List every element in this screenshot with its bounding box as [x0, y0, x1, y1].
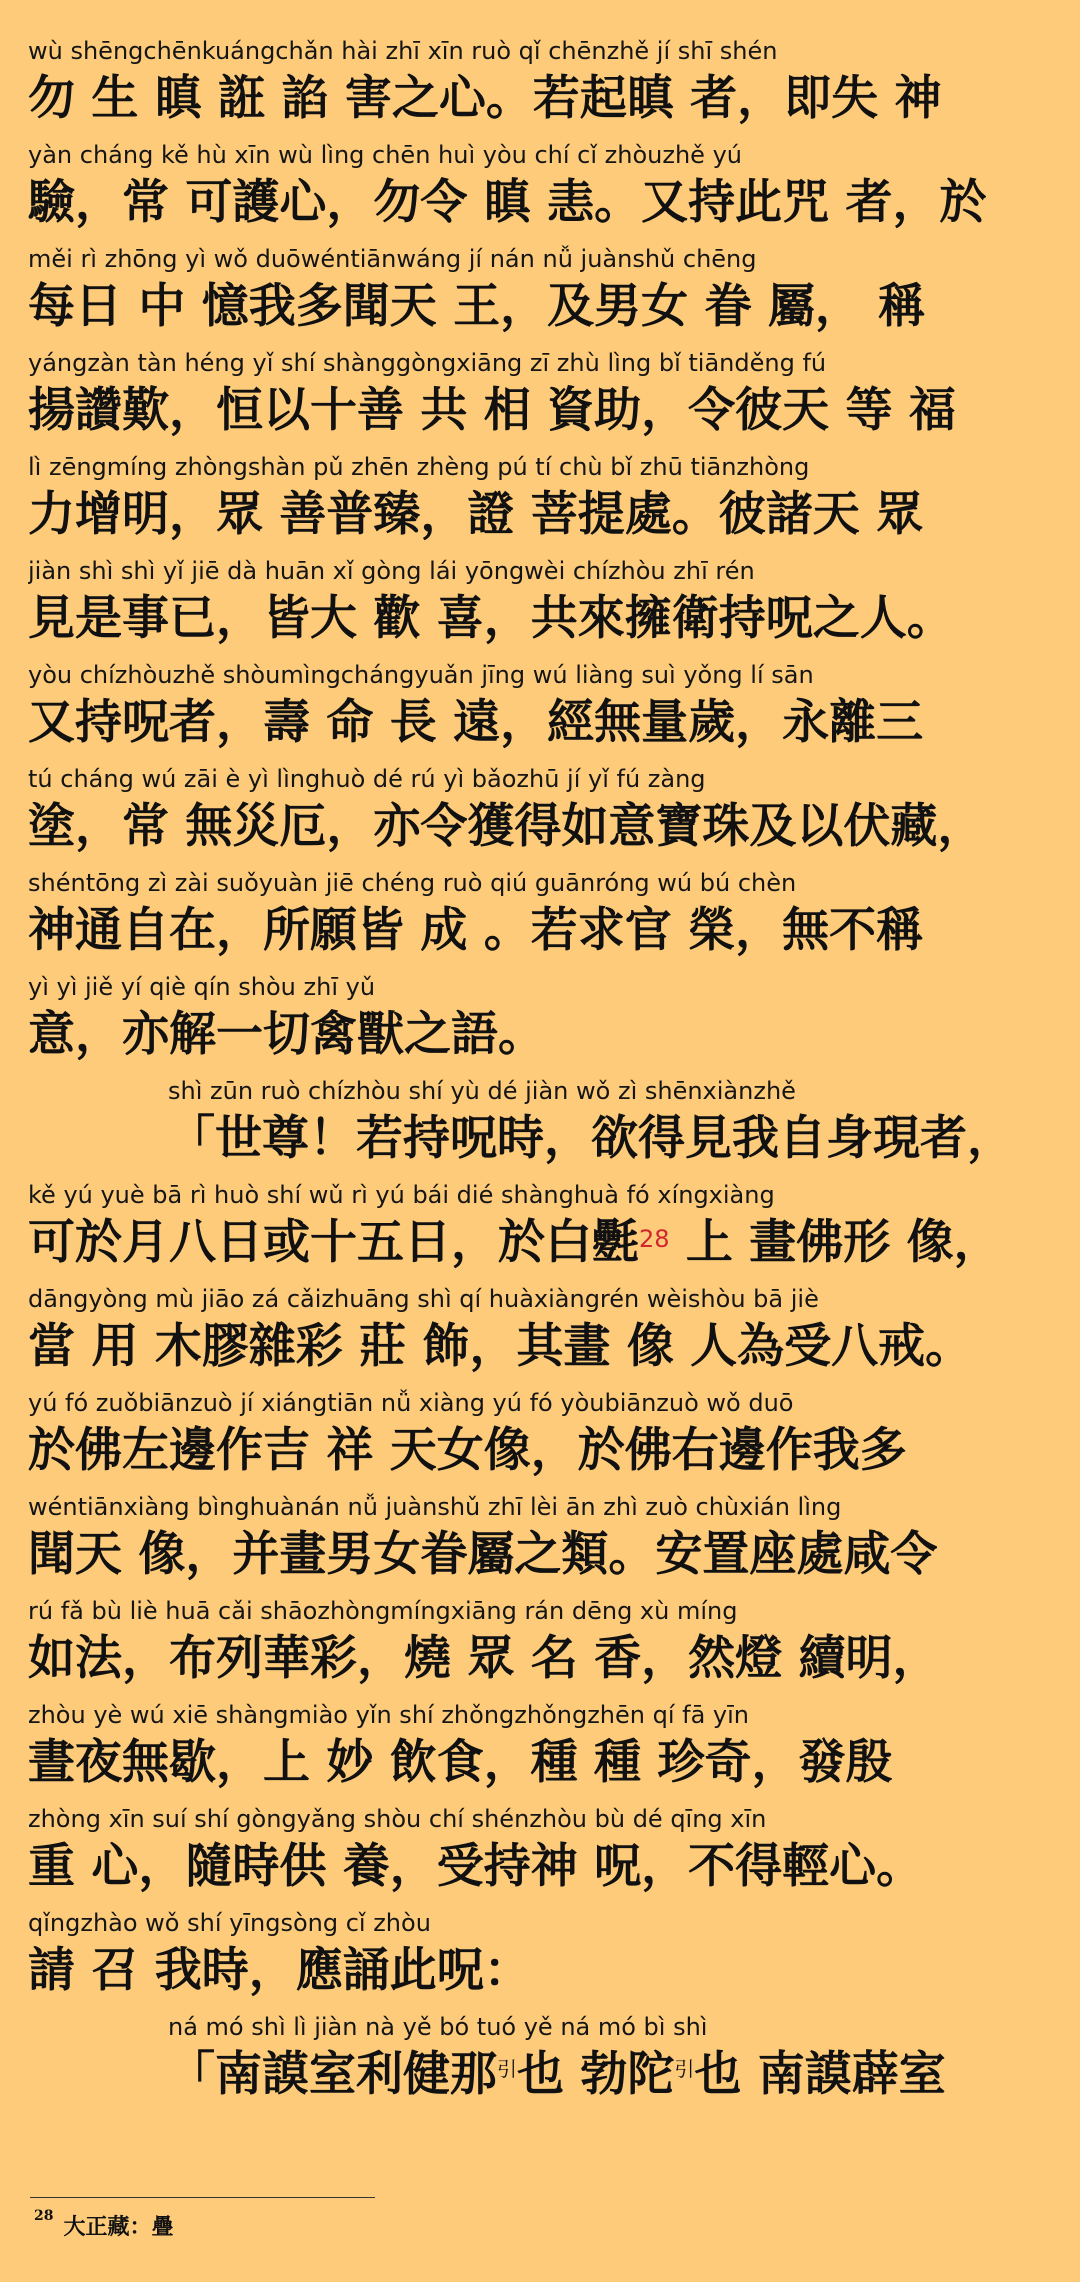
pinyin-line: yì yì jiě yí qiè qín shòu zhī yǔ: [28, 973, 376, 1001]
pinyin-line: měi rì zhōng yì wǒ duōwéntiānwáng jí nán nǚ juànshǔ chēng: [28, 245, 757, 273]
hanzi-line: 力增明，眾 善普臻，證 菩提處。彼諸天 眾: [28, 487, 924, 542]
hanzi-segment: 也 勃陀: [517, 2047, 675, 2102]
hanzi-line: 請 召 我時，應誦此呪：: [28, 1943, 531, 1998]
verse-line-18: [28, 1804, 1062, 1908]
hanzi-line: 見是事已，皆大 歡 喜，共來擁衛持呪之人。: [28, 591, 954, 646]
hanzi-line: [28, 1212, 1062, 1278]
pinyin-line: tú cháng wú zāi è yì lìnghuò dé rú yì bǎozhū jí yǐ fú zàng: [28, 765, 706, 793]
verse-line-5: [28, 452, 1062, 556]
hanzi-line: 驗，常 可護心，勿令 瞋 恚。又持此咒 者，於: [28, 175, 987, 230]
hanzi-segment: 上 畫佛形 像，: [669, 1215, 1001, 1270]
sutra-text: [28, 36, 1062, 2116]
verse-line-13: [28, 1284, 1062, 1388]
pinyin-line: wù shēngchēnkuángchǎn hài zhī xīn ruò qǐ chēnzhě jí shī shén: [28, 37, 778, 65]
footnote: [34, 2210, 174, 2241]
hanzi-segment: 也 南謨薜室: [694, 2047, 946, 2102]
pinyin-line: qǐngzhào wǒ shí yīngsòng cǐ zhòu: [28, 1909, 431, 1937]
pinyin-line: shì zūn ruò chízhòu shí yù dé jiàn wǒ zì shēnxiànzhě: [168, 1077, 796, 1105]
yin-annotation: 引: [497, 2057, 517, 2081]
footnote-divider: [30, 2197, 375, 2198]
hanzi-line: 神通自在，所願皆 成 。若求官 榮，無不稱: [28, 903, 924, 958]
pinyin-line: wéntiānxiàng bìnghuànán nǚ juànshǔ zhī lèi ān zhì zuò chùxián lìng: [28, 1493, 842, 1521]
hanzi-segment: 「南謨室利健那: [168, 2047, 497, 2102]
pinyin-line: lì zēngmíng zhòngshàn pǔ zhēn zhèng pú tí chù bǐ zhū tiānzhòng: [28, 453, 810, 481]
verse-line-8: [28, 764, 1062, 868]
footnote-reference[interactable]: 28: [639, 1225, 670, 1253]
pinyin-line: yòu chízhòuzhě shòumìngchángyuǎn jīng wú liàng suì yǒng lí sān: [28, 661, 814, 689]
hanzi-line: 聞天 像，并畫男女眷屬之類。安置座處咸令: [28, 1527, 938, 1582]
pinyin-line: yàn cháng kě hù xīn wù lìng chēn huì yòu chí cǐ zhòuzhě yú: [28, 141, 742, 169]
verse-line-3: [28, 244, 1062, 348]
pinyin-line: kě yú yuè bā rì huò shí wǔ rì yú bái dié shànghuà fó xíngxiàng: [28, 1181, 775, 1209]
hanzi-line: 又持呪者，壽 命 長 遠，經無量歲，永離三: [28, 695, 924, 750]
hanzi-segment: 可於月八日或十五日，於白氎: [28, 1215, 639, 1270]
verse-line-14: [28, 1388, 1062, 1492]
hanzi-line: 於佛左邊作吉 祥 天女像，於佛右邊作我多: [28, 1423, 907, 1478]
verse-line-10: [28, 972, 1062, 1076]
verse-line-9: [28, 868, 1062, 972]
hanzi-line: [168, 2044, 1062, 2110]
pinyin-line: jiàn shì shì yǐ jiē dà huān xǐ gòng lái yōngwèi chízhòu zhī rén: [28, 557, 755, 585]
verse-line-12: [28, 1180, 1062, 1284]
pinyin-line: zhòu yè wú xiē shàngmiào yǐn shí zhǒngzhǒngzhēn qí fā yīn: [28, 1701, 750, 1729]
pinyin-line: rú fǎ bù liè huā cǎi shāozhòngmíngxiāng rán dēng xù míng: [28, 1597, 738, 1625]
pinyin-line: shéntōng zì zài suǒyuàn jiē chéng ruò qiú guānróng wú bú chèn: [28, 869, 797, 897]
verse-line-15: [28, 1492, 1062, 1596]
hanzi-line: 意，亦解一切禽獸之語。: [28, 1007, 545, 1062]
verse-line-19: [28, 1908, 1062, 2012]
hanzi-line: 塗，常 無災厄，亦令獲得如意寶珠及以伏藏，: [28, 799, 985, 854]
hanzi-line: 晝夜無歇，上 妙 飲食，種 種 珍奇，發殷: [28, 1735, 893, 1790]
verse-line-4: [28, 348, 1062, 452]
verse-line-6: [28, 556, 1062, 660]
pinyin-line: ná mó shì lì jiàn nà yě bó tuó yě ná mó bì shì: [168, 2013, 708, 2041]
verse-line-16: [28, 1596, 1062, 1700]
verse-line-2: [28, 140, 1062, 244]
pinyin-line: yángzàn tàn héng yǐ shí shànggòngxiāng zī zhù lìng bǐ tiānděng fú: [28, 349, 827, 377]
pinyin-line: yú fó zuǒbiānzuò jí xiángtiān nǚ xiàng yú fó yòubiānzuò wǒ duō: [28, 1389, 794, 1417]
hanzi-line: 揚讚歎，恒以十善 共 相 資助，令彼天 等 福: [28, 383, 956, 438]
hanzi-line: 重 心，隨時供 養，受持神 呪，不得輕心。: [28, 1839, 924, 1894]
yin-annotation: 引: [674, 2057, 695, 2081]
hanzi-line: 「世尊！若持呪時，欲得見我自身現者，: [168, 1111, 1014, 1166]
verse-line-17: [28, 1700, 1062, 1804]
pinyin-line: zhòng xīn suí shí gòngyǎng shòu chí shénzhòu bù dé qīng xīn: [28, 1805, 767, 1833]
hanzi-line: 勿 生 瞋 誑 諂 害之心。若起瞋 者，即失 神: [28, 71, 942, 126]
hanzi-line: 每日 中 憶我多聞天 王，及男女 眷 屬， 稱: [28, 279, 926, 334]
hanzi-line: 當 用 木膠雜彩 莊 飾，其畫 像 人為受八戒。: [28, 1319, 973, 1374]
pinyin-line: dāngyòng mù jiāo zá cǎizhuāng shì qí huàxiàngrén wèishòu bā jiè: [28, 1285, 819, 1313]
footnote-text: 大正藏：疊: [63, 2214, 174, 2240]
verse-line-7: [28, 660, 1062, 764]
verse-line-1: [28, 36, 1062, 140]
hanzi-line: 如法，布列華彩，燒 眾 名 香，然燈 續明，: [28, 1631, 940, 1686]
verse-line-20: [28, 2012, 1062, 2116]
verse-line-11: [28, 1076, 1062, 1180]
footnote-number: 28: [34, 2208, 54, 2224]
